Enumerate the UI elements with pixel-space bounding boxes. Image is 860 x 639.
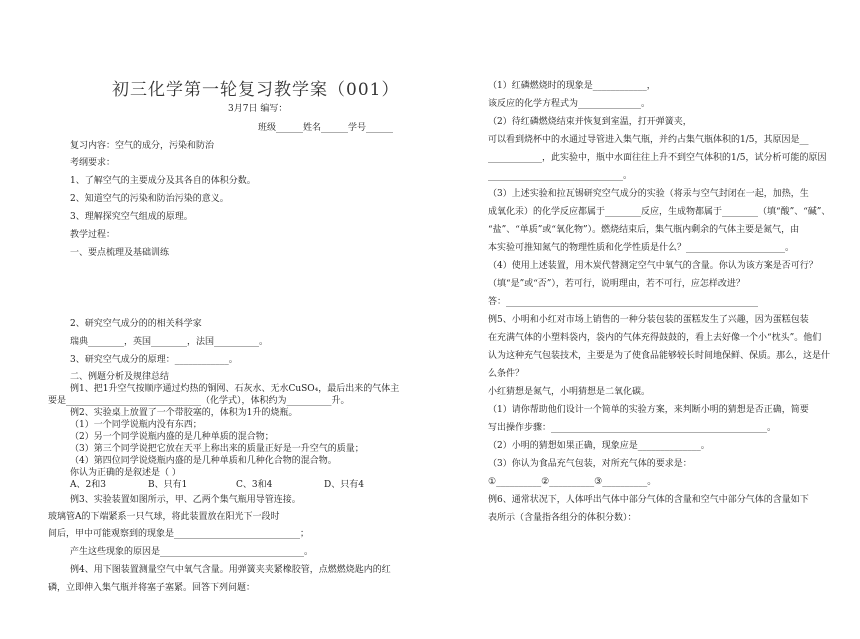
example-3-line-4: 产生这些现象的原因是________________________________。 [70,547,314,557]
example-1-line-1: 例1、把1升空气按顺序通过灼热的铜网、石灰水、无水CuSO₄，最后出来的气体主 [70,384,400,394]
example-5-line-2: 在充满气体的小塑料袋内，袋内的气体充得鼓鼓的，看上去好像一个小“枕头”。他们 [488,333,822,343]
date-author: 3月7日 编写： [228,104,288,114]
q4-line-1: （4）使用上述装置，用木炭代替测定空气中氧气的含量。你认为该方案是否可行？ [488,261,818,271]
example-5-line-3: 认为这种充气包装技术，主要是为了使食品能够较长时间地保鲜、保质。那么，这是什 [488,351,831,361]
class-name-number-line: 班级______姓名______学号______ [258,123,394,133]
example-2-item: （2）另一个同学说瓶内盛的是几种单质的混合物； [70,432,274,442]
q3-line-1: （3）上述实验和拉瓦锡研究空气成分的实验（将汞与空气封闭在一起，加热，生 [488,189,809,199]
goal-item: 1、了解空气的主要成分及其各自的体积分数。 [70,176,256,186]
example-3-line-2: 玻璃管A的下端紧系一只气球，将此装置放在阳光下一段时 [48,512,280,522]
section-2-heading: 二、例题分析及规律总结 [70,372,170,382]
example-5-guess: 小红猜想是氮气，小明猜想是二氧化碳。 [488,387,651,397]
example-5-line-1: 例5、小明和小红对市场上销售的一种分装包装的蛋糕发生了兴趣，因为蛋糕包装 [488,315,809,325]
example-2-item: （4）第四位同学说烧瓶内盛的是几种单质和几种化合物的混合物。 [70,456,337,466]
q2-line-1: （2）待红磷燃烧结束并恢复到室温，打开弹簧夹， [488,117,692,127]
example-5-q2: （2）小明的猜想如果正确，现象应是______________。 [488,441,710,451]
choice-b: B、只有1 [148,480,188,490]
q2-line-2: 可以看到烧杯中的水通过导管进入集气瓶，并约占集气瓶体积的1/5，其原因是__ [488,135,809,145]
section-1-heading: 一、要点梳理及基础训练 [70,248,170,258]
scientists-question: 2、研究空气成分的的相关科学家 [70,319,202,329]
q1-equation: 该反应的化学方程式为______________。 [488,99,651,109]
q3-line-3: “盐”、“单质”或“氧化物”）。燃烧结束后，集气瓶内剩余的气体主要是氮气，由 [488,225,800,235]
scientists-fill: 瑞典________，英国________，法国__________。 [70,337,269,347]
q2-line-4: ______________________________。 [488,171,633,181]
example-2-question: 你认为正确的是叙述是（ ） [70,468,181,478]
example-5-q3: （3）你认为食品充气包装，对所充气体的要求是： [488,459,692,469]
example-5-q3-blanks: ①__________②__________③__________。 [488,477,657,487]
example-4-line-1: 例4、用下图装置测量空气中氧气含量。用弹簧夹夹紧橡胶管，点燃燃烧匙内的红 [70,565,391,575]
example-5-q1-steps: 写出操作步骤：________________________________________________。 [488,423,777,433]
choice-d: D、只有4 [324,480,364,490]
q1-phenomenon: （1）红磷燃烧时的现象是____________， [488,81,656,91]
page-title: 初三化学第一轮复习教学案（001） [112,80,400,100]
example-5-line-4: 么条件？ [488,369,525,379]
answer-line: 答：________________________________________________________ [488,297,759,307]
example-1-line-2: 要是______________________________（化学式），体积约为__________升。 [48,396,350,406]
example-6-line-2: 表所示（含量指各组分的体积分数）： [488,513,637,523]
goal-item: 3、理解探究空气组成的原理。 [70,212,193,222]
principle-question: 3、研究空气成分的原理：____________。 [70,355,238,365]
example-2-item: （1）一个同学说瓶内没有东西； [70,420,202,430]
q3-line-4: 本实验可推知氮气的物理性质和化学性质是什么？______________________。 [488,243,795,253]
example-5-q1: （1）请你帮助他们设计一个简单的实验方案，来判断小明的猜想是否正确，简要 [488,405,809,415]
example-3-line-3: 间后，甲中可能观察到的现象是____________________________； [48,529,310,539]
q4-line-2: （填“是”或“否”），若可行，说明理由，若不可行，应怎样改进？ [488,279,745,289]
example-6-line-1: 例6、通常状况下，人体呼出气体中部分气体的含量和空气中部分气体的含量如下 [488,495,809,505]
choice-a: A、2和3 [70,480,106,490]
example-2-intro: 例2、实验桌上放置了一个带胶塞的，体积为1升的烧瓶。 [70,408,298,418]
q2-line-3: ____________，此实验中，瓶中水面往往上升不到空气体积的1/5，试分析可能的原因 [488,153,827,163]
q3-line-2: 成氧化汞）的化学反应都属于________反应，生成物都属于________（填“酸”、“碱”、 [488,207,831,217]
example-2-item: （3）第三个同学说把它放在天平上称出来的质量正好是一升空气的质量； [70,444,364,454]
choice-c: C、3和4 [236,480,273,490]
review-content: 复习内容：空气的成分，污染和防治 [70,141,215,151]
goal-item: 2、知道空气的污染和防治污染的意义。 [70,194,229,204]
teaching-process-heading: 教学过程： [70,230,116,240]
example-3-line-1: 例3、实验装置如图所示，甲、乙两个集气瓶用导管连接。 [70,495,301,505]
goals-heading: 考纲要求： [70,158,116,168]
example-4-line-2: 磷，立即伸入集气瓶并将塞子塞紧。回答下列问题： [48,583,256,593]
